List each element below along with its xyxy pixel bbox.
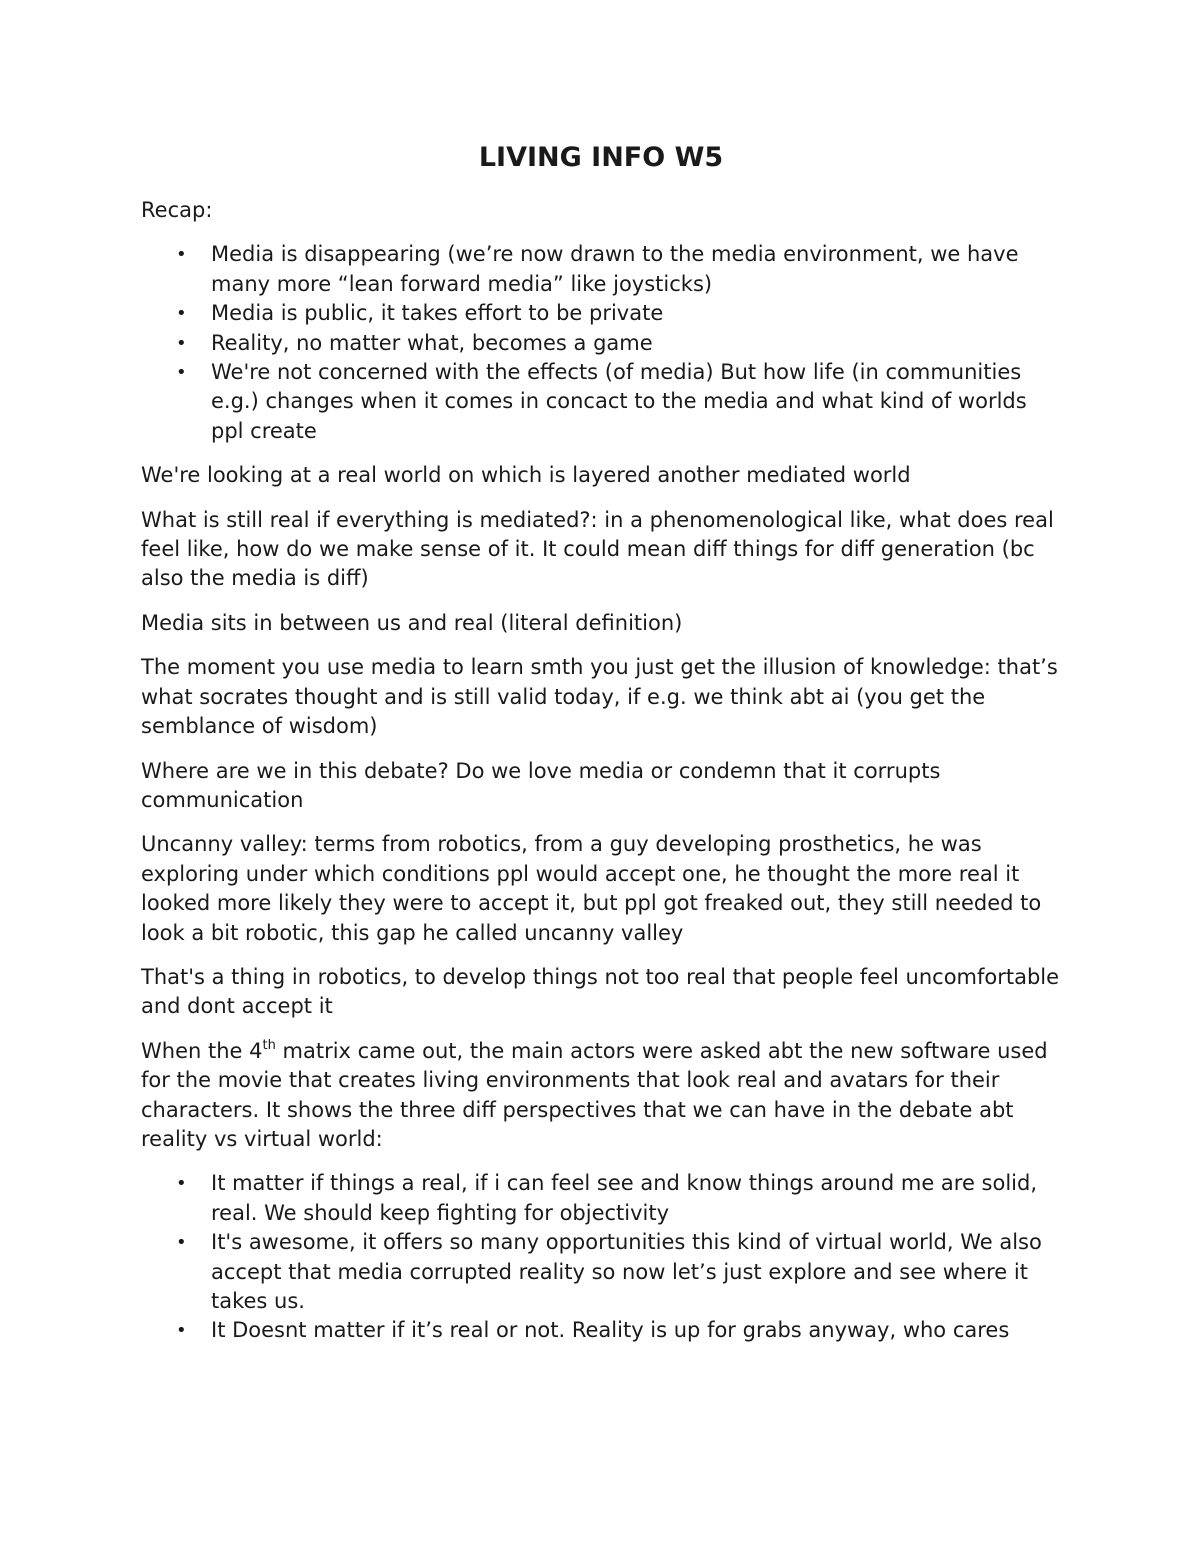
recap-item: • Reality, no matter what, becomes a game <box>141 329 1061 358</box>
recap-list <box>141 240 1061 446</box>
document-page <box>141 140 1061 1361</box>
document-title: LIVING INFO W5 <box>478 142 724 173</box>
paragraph-debate: Where are we in this debate? Do we love media or condemn that it corrupts communication <box>141 758 941 812</box>
paragraph-matrix: When the 4th matrix came out, the main actors were asked abt the new software used for the movie that creates living environments that look real and avatars for their characters. It shows the three diff perspectives that we can have in the debate abt reality vs virtual world: <box>141 1037 1048 1151</box>
perspectives-list <box>141 1169 1061 1345</box>
bullet-icon: • <box>176 1173 187 1195</box>
paragraph-layered-world: We're looking at a real world on which is layered another mediated world <box>141 463 911 488</box>
recap-label: Recap: <box>141 198 213 222</box>
bullet-icon: • <box>176 303 187 325</box>
bullet-icon: • <box>176 332 187 354</box>
superscript-th: th <box>262 1037 276 1053</box>
perspective-item: • It matter if things a real, if i can feel see and know things around me are solid, real. We should keep fighting for objectivity <box>176 1171 1038 1225</box>
paragraph-illusion-knowledge: The moment you use media to learn smth you just get the illusion of knowledge: that’s what socrates thought and is still valid today, if e.g. we think abt ai (you get the semblance of wisdom) <box>141 655 1058 739</box>
paragraph-robotics: That's a thing in robotics, to develop things not too real that people feel uncomfortable and dont accept it <box>141 964 1060 1019</box>
paragraph-what-is-real: What is still real if everything is mediated?: in a phenomenological like, what does real feel like, how do we make sense of it. It could mean diff things for diff generation (bc also the media is diff) <box>141 507 1054 591</box>
bullet-icon: • <box>176 244 187 266</box>
recap-item: • Media is disappearing (we’re now drawn to the media environment, we have many more “lean forward media” like joysticks) <box>176 242 1019 296</box>
recap-item: • We're not concerned with the effects (of media) But how life (in communities e.g.) changes when it comes in concact to the media and what kind of worlds ppl create <box>176 360 1027 443</box>
bullet-icon: • <box>176 1232 187 1254</box>
perspective-item: • It Doesnt matter if it’s real or not. Reality is up for grabs anyway, who cares <box>141 1316 1061 1345</box>
recap-item: • Media is public, it takes effort to be private <box>141 299 1061 328</box>
paragraph-media-definition: Media sits in between us and real (literal definition) <box>141 610 683 635</box>
bullet-icon: • <box>176 1320 187 1342</box>
bullet-icon: • <box>176 362 187 384</box>
perspective-item: • It's awesome, it offers so many opportunities this kind of virtual world, We also accept that media corrupted reality so now let’s just explore and see where it takes us. <box>176 1230 1042 1313</box>
paragraph-uncanny-valley: Uncanny valley: terms from robotics, from a guy developing prosthetics, he was exploring under which conditions ppl would accept one, he thought the more real it looked more likely they were to accept it, but ppl got freaked out, they still needed to look a bit robotic, this gap he called uncanny valley <box>141 832 1042 945</box>
